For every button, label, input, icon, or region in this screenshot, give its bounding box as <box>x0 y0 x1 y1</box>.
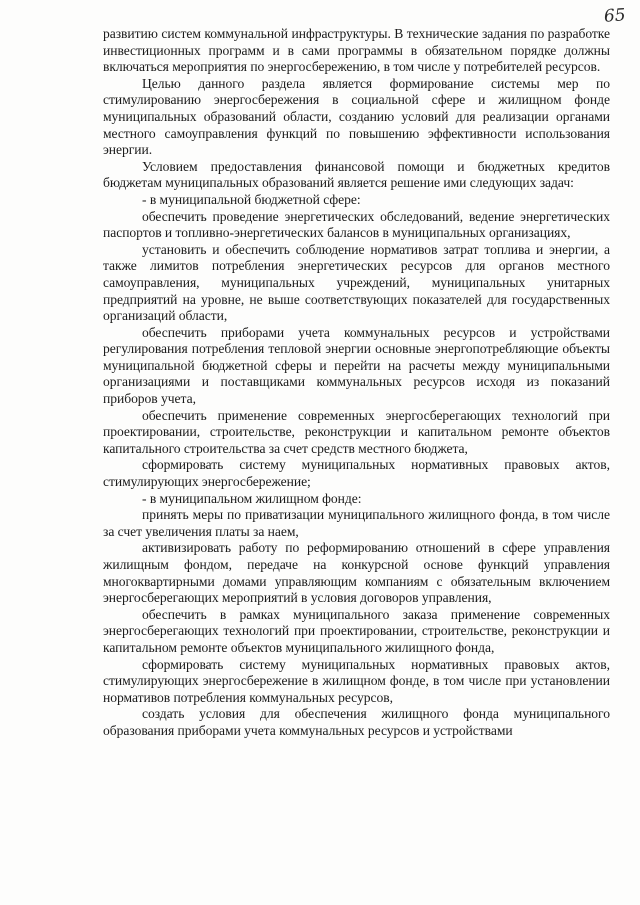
paragraph: установить и обеспечить соблюдение нормативов затрат топлива и энергии, а также лимитов потребления энергетических ресурсов для органов местного самоуправления, муниципальных учреждений, муниципальных унитарных предприятий на уровне, не выше соответствующих показателей для государственных организаций области, <box>103 241 610 324</box>
paragraph: Целью данного раздела является формирование системы мер по стимулированию энергосбережения в социальной сфере и жилищном фонде муниципальных образований области, созданию условий для реализации органами местного самоуправления функций по повышению эффективности использования энергии. <box>103 75 610 158</box>
paragraph: обеспечить в рамках муниципального заказа применение современных энергосберегающих технологий при проектировании, строительстве, реконструкции и капитальном ремонте объектов муниципального жилищного фонда, <box>103 606 610 655</box>
paragraph: сформировать систему муниципальных нормативных правовых актов, стимулирующих энергосбережение; <box>103 457 610 490</box>
section-heading: - в муниципальном жилищном фонде: <box>142 490 362 506</box>
paragraph: сформировать систему муниципальных нормативных правовых актов, стимулирующих энергосбережение в жилищном фонде, в том числе при установлении нормативов потребления коммунальных ресурсов, <box>103 656 610 705</box>
paragraph: Условием предоставления финансовой помощи и бюджетных кредитов бюджетам муниципальных образований является решение ими следующих задач: <box>103 158 610 191</box>
paragraph: обеспечить проведение энергетических обследований, ведение энергетических паспортов и топливно-энергетических балансов в муниципальных организациях, <box>103 208 610 241</box>
page-number: 65 <box>603 5 627 27</box>
paragraph: обеспечить приборами учета коммунальных ресурсов и устройствами регулирования потребления тепловой энергии основные энергопотребляющие объекты муниципальной бюджетной сферы и перейти на расчеты между муниципальными организациями и поставщиками коммунальных ресурсов исходя из показаний приборов учета, <box>103 324 610 407</box>
section-heading: - в муниципальной бюджетной сфере: <box>142 191 361 207</box>
paragraph: активизировать работу по реформированию отношений в сфере управления жилищным фондом, передаче на конкурсной основе функций управления многоквартирными домами управляющим компаниям с обязательным включением энергосберегающих мероприятий в условия договоров управления, <box>103 540 610 606</box>
paragraph: обеспечить применение современных энергосберегающих технологий при проектировании, строительстве, реконструкции и капитальном ремонте объектов капитального строительства за счет средств местного бюджета, <box>103 407 610 456</box>
paragraph: создать условия для обеспечения жилищного фонда муниципального образования приборами учета коммунальных ресурсов и устройствами <box>103 706 610 738</box>
paragraph: развитию систем коммунальной инфраструктуры. В технические задания по разработке инвестиционных программ и в сами программы в обязательном порядке должны включаться мероприятия по энергосбережению, в том числе у потребителей ресурсов. <box>103 26 610 75</box>
body-text <box>103 26 610 740</box>
paragraph: принять меры по приватизации муниципального жилищного фонда, в том числе за счет увеличения платы за наем, <box>103 507 610 539</box>
